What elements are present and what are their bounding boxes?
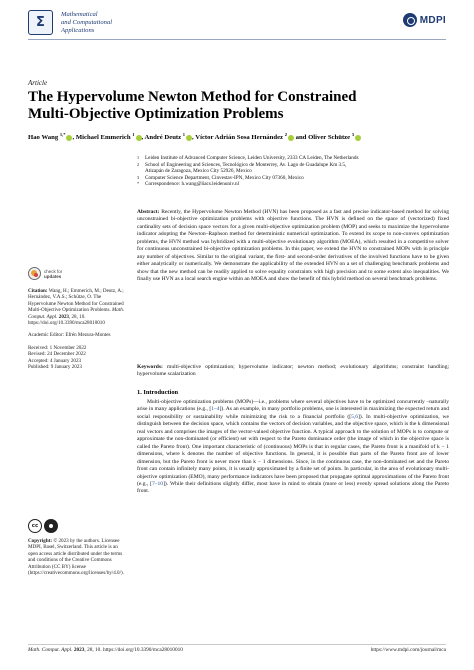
author [308, 134, 361, 141]
article-type: Article [28, 79, 48, 87]
revised-date: Revised: 24 December 2022 [28, 351, 86, 358]
citation-text: Wang, H.; Emmerich, M.; Deutz, A.; Hernández, V.A.S.; Schütze, O. The Hypervolume Newton Method for Constrained Multi-Objective Optimization Problems. [28, 288, 124, 314]
author-separator: , [141, 134, 145, 142]
affiliation-text: Computer Science Department, Cinvestav-IPN, Mexico City 07360, Mexico [145, 174, 304, 181]
section-heading: 1. Introduction [137, 389, 179, 396]
author-affiliation-mark: 2 [284, 132, 287, 137]
citation-doi[interactable]: , 28, 10. https://doi.org/10.3390/mca28010010 [28, 313, 105, 327]
correspondence-email[interactable]: Correspondence: h.wang@liacs.leidenuniv.nl [145, 181, 240, 188]
title-line2: Multi-Objective Optimization Problems [28, 105, 284, 122]
check-updates-label [44, 269, 62, 279]
author-separator: , [192, 134, 196, 142]
publisher-name: MDPI [419, 14, 446, 26]
citation-label: Citation: [28, 288, 48, 294]
journal-name[interactable] [61, 11, 181, 35]
orcid-icon[interactable] [355, 135, 361, 141]
cc-license-badge[interactable] [28, 519, 58, 533]
journal-logo-icon[interactable] [28, 10, 53, 35]
affiliation-1 [137, 155, 457, 162]
author [76, 134, 145, 141]
academic-editor: Academic Editor: Efrén Mezura-Montes [28, 332, 111, 339]
copyright-label: Copyright: [28, 538, 53, 544]
affiliation-number: 2 [137, 161, 140, 167]
intro-text: ]). As an example, in many portfolio problems, one is interested in maximizing the expected return and social responsibility or sustainability while minimizing the risk to a financial portfolio ([ [137, 406, 449, 420]
author-separator: , [72, 134, 76, 142]
intro-text: ]). In multi-objective optimization, we distinguish between the decision space, which contains the vectors of decision variables, and the objective space, which is the k dimensional real vectors and comprises the images of the vector-valued objective function. A typical approach to the solution of MOPs is to compute or approximate the non-dominated (or efficient) set with respect to the Pareto dominance order (the image of which in the objective space is called the Pareto front). One important characteristic of (continuous) MOPs is that in regular cases, the Pareto front is a manifold of k − 1 dimensions, where k denotes the number of objective functions. In general, it is possible that parts of the Pareto front are of lower dimension, but the Pareto front is never more than k − 1 dimensions. Since, in the continuous case, the non-dominated set and the Pareto front can contain infinitely many points, it is usually approximated by a finite set of points. In particular, in the area of evolutionary multi-objective optimization (EMO), many performance indicators have been proposed that propagate optimal approximations of the Pareto front (e.g., [ [137, 413, 450, 487]
abstract-label: Abstract: [137, 209, 160, 215]
keywords [137, 364, 449, 379]
citation-journal: Math. Comput. Appl. [28, 307, 125, 320]
affiliation-2 [137, 162, 457, 169]
affiliation-text: Leiden Institute of Advanced Computer Science, Leiden University, 2333 CA Leiden, The Netherlands [145, 155, 359, 161]
footer-journal: Math. Comput. Appl. [28, 647, 73, 653]
journal-name-line1: Mathematical [61, 11, 98, 18]
affiliation-number: * [137, 181, 140, 187]
published-date: Published: 9 January 2023 [28, 364, 82, 371]
affiliation-text: School of Engineering and Sciences, Tecnológico de Monterrey, Av. Lago de Guadalupe Km 3.5, [145, 161, 347, 168]
check-updates-icon [28, 267, 41, 280]
editor-block [28, 332, 128, 338]
intro-text: Multi-objective optimization problems (MOPs)—i.e., problems where several objectives have to be optimized concurrently –naturally arise in many applications (e.g., [ [137, 399, 449, 413]
journal-name-line2: and Computational [61, 19, 113, 26]
paper-title [28, 89, 448, 122]
mdpi-logo[interactable] [403, 13, 446, 27]
author-name[interactable]: Michael Emmerich [75, 134, 133, 142]
citation-link[interactable]: 5,6 [351, 413, 359, 420]
journal-logo-glyph: Σ [36, 15, 45, 30]
author-name[interactable]: André Deutz [144, 134, 183, 142]
copyright-text: © 2023 by the authors. Licensee MDPI, Basel, Switzerland. This article is an open access article distributed under the terms and conditions of the Creative Commons Attribution (CC BY) license (https://creativecommons.org/licenses/by/4.0/). [28, 538, 124, 577]
received-date: Received: 1 November 2022 [28, 344, 87, 351]
citation-block [28, 288, 128, 326]
author-affiliation-mark: 1,* [59, 132, 66, 137]
affiliation-number: 3 [137, 174, 140, 180]
author [195, 134, 308, 141]
author-name[interactable]: Hao Wang [28, 134, 60, 142]
header-divider [28, 39, 446, 40]
citation-link[interactable]: 1–4 [211, 406, 220, 413]
author-separator: and [293, 134, 309, 142]
mdpi-logo-icon [403, 13, 417, 27]
keywords-label: Keywords: [137, 364, 163, 370]
citation-year: 2023 [58, 313, 69, 320]
author-list [28, 130, 458, 142]
journal-name-line3: Applications [61, 27, 95, 34]
page-footer [28, 647, 446, 653]
affiliation-2-cont [137, 168, 457, 175]
dates-block [28, 345, 128, 371]
author-affiliation-mark: 3 [351, 132, 355, 137]
abstract-text: Recently, the Hypervolume Newton Method (HVN) has been proposed as a fast and precise indicator-based method for solving unconstrained bi-objective optimization problems with objective functions. The HVN is defined on the space of (vectorized) fixed cardinality sets of decision space vectors for a given multi-objective optimization problem (MOP) and seeks to maximize the hypervolume indicator adopting the Newton–Raphson method for deterministic numerical optimization. To extend its scope to non-convex optimization problems, the HVN method was hybridized with a multi-objective evolutionary algorithm (MOEA), which resulted in a competitive solver for continuous unconstrained bi-objective optimization problems. In this paper, we extend the HVN to constrained MOPs with in principle any number of objectives. Similar to the original variant, the first- and second-order derivatives of the involved functions have to be given either analytically or numerically. We demonstrate the applicability of the extended HVN on a set of challenging benchmark problems and show that the new method can be readily applied to solve equality constraints with high precision and to some extent also inequalities. We finally use HVN as a local search engine within an MOEA and show the benefit of this hybrid method on several benchmark problems. [137, 209, 450, 283]
author [28, 134, 76, 141]
author-affiliation-mark: 1 [182, 132, 186, 137]
affiliation-text: Atizapán de Zaragoza, Mexico City 52926, Mexico [145, 168, 252, 175]
footer-citation [28, 647, 183, 653]
affiliations [137, 155, 457, 188]
cc-icon: cc [28, 519, 42, 533]
intro-paragraph [137, 399, 449, 496]
author-name[interactable]: Víctor Adrián Sosa Hernández [195, 134, 285, 142]
title-line1: The Hypervolume Newton Method for Constrained [28, 89, 357, 105]
footer-divider [28, 644, 446, 645]
intro-text: ]). While their definitions slightly differ, most have in mind to obtain (more or less) evenly spread solutions along the Pareto front. [137, 480, 449, 495]
footer-doi[interactable]: , 28, 10. https://doi.org/10.3390/mca28010010 [84, 647, 183, 653]
affiliation-3 [137, 175, 457, 182]
abstract [137, 209, 449, 284]
sidebar-info [28, 288, 128, 376]
footer-url[interactable]: https://www.mdpi.com/journal/mca [370, 647, 446, 653]
keywords-text: multi-objective optimization; hypervolume indicator; newton method; evolutionary algorithms; constraint handling; hypervolume scalarization [137, 364, 450, 378]
check-updates-line1: check for [44, 268, 63, 274]
copyright-block [28, 538, 128, 576]
author-affiliation-mark: 1 [132, 132, 135, 137]
footer-year: 2023 [73, 647, 85, 653]
correspondence [137, 181, 457, 188]
cc-by-icon [44, 519, 58, 533]
check-updates-line2: updates [44, 273, 62, 279]
author-name[interactable]: Oliver Schütze [308, 134, 352, 142]
author [145, 134, 196, 141]
citation-link[interactable]: 7–10 [151, 480, 164, 487]
check-for-updates[interactable] [28, 267, 62, 280]
affiliation-number: 1 [137, 155, 140, 160]
accepted-date: Accepted: 4 January 2023 [28, 357, 82, 364]
